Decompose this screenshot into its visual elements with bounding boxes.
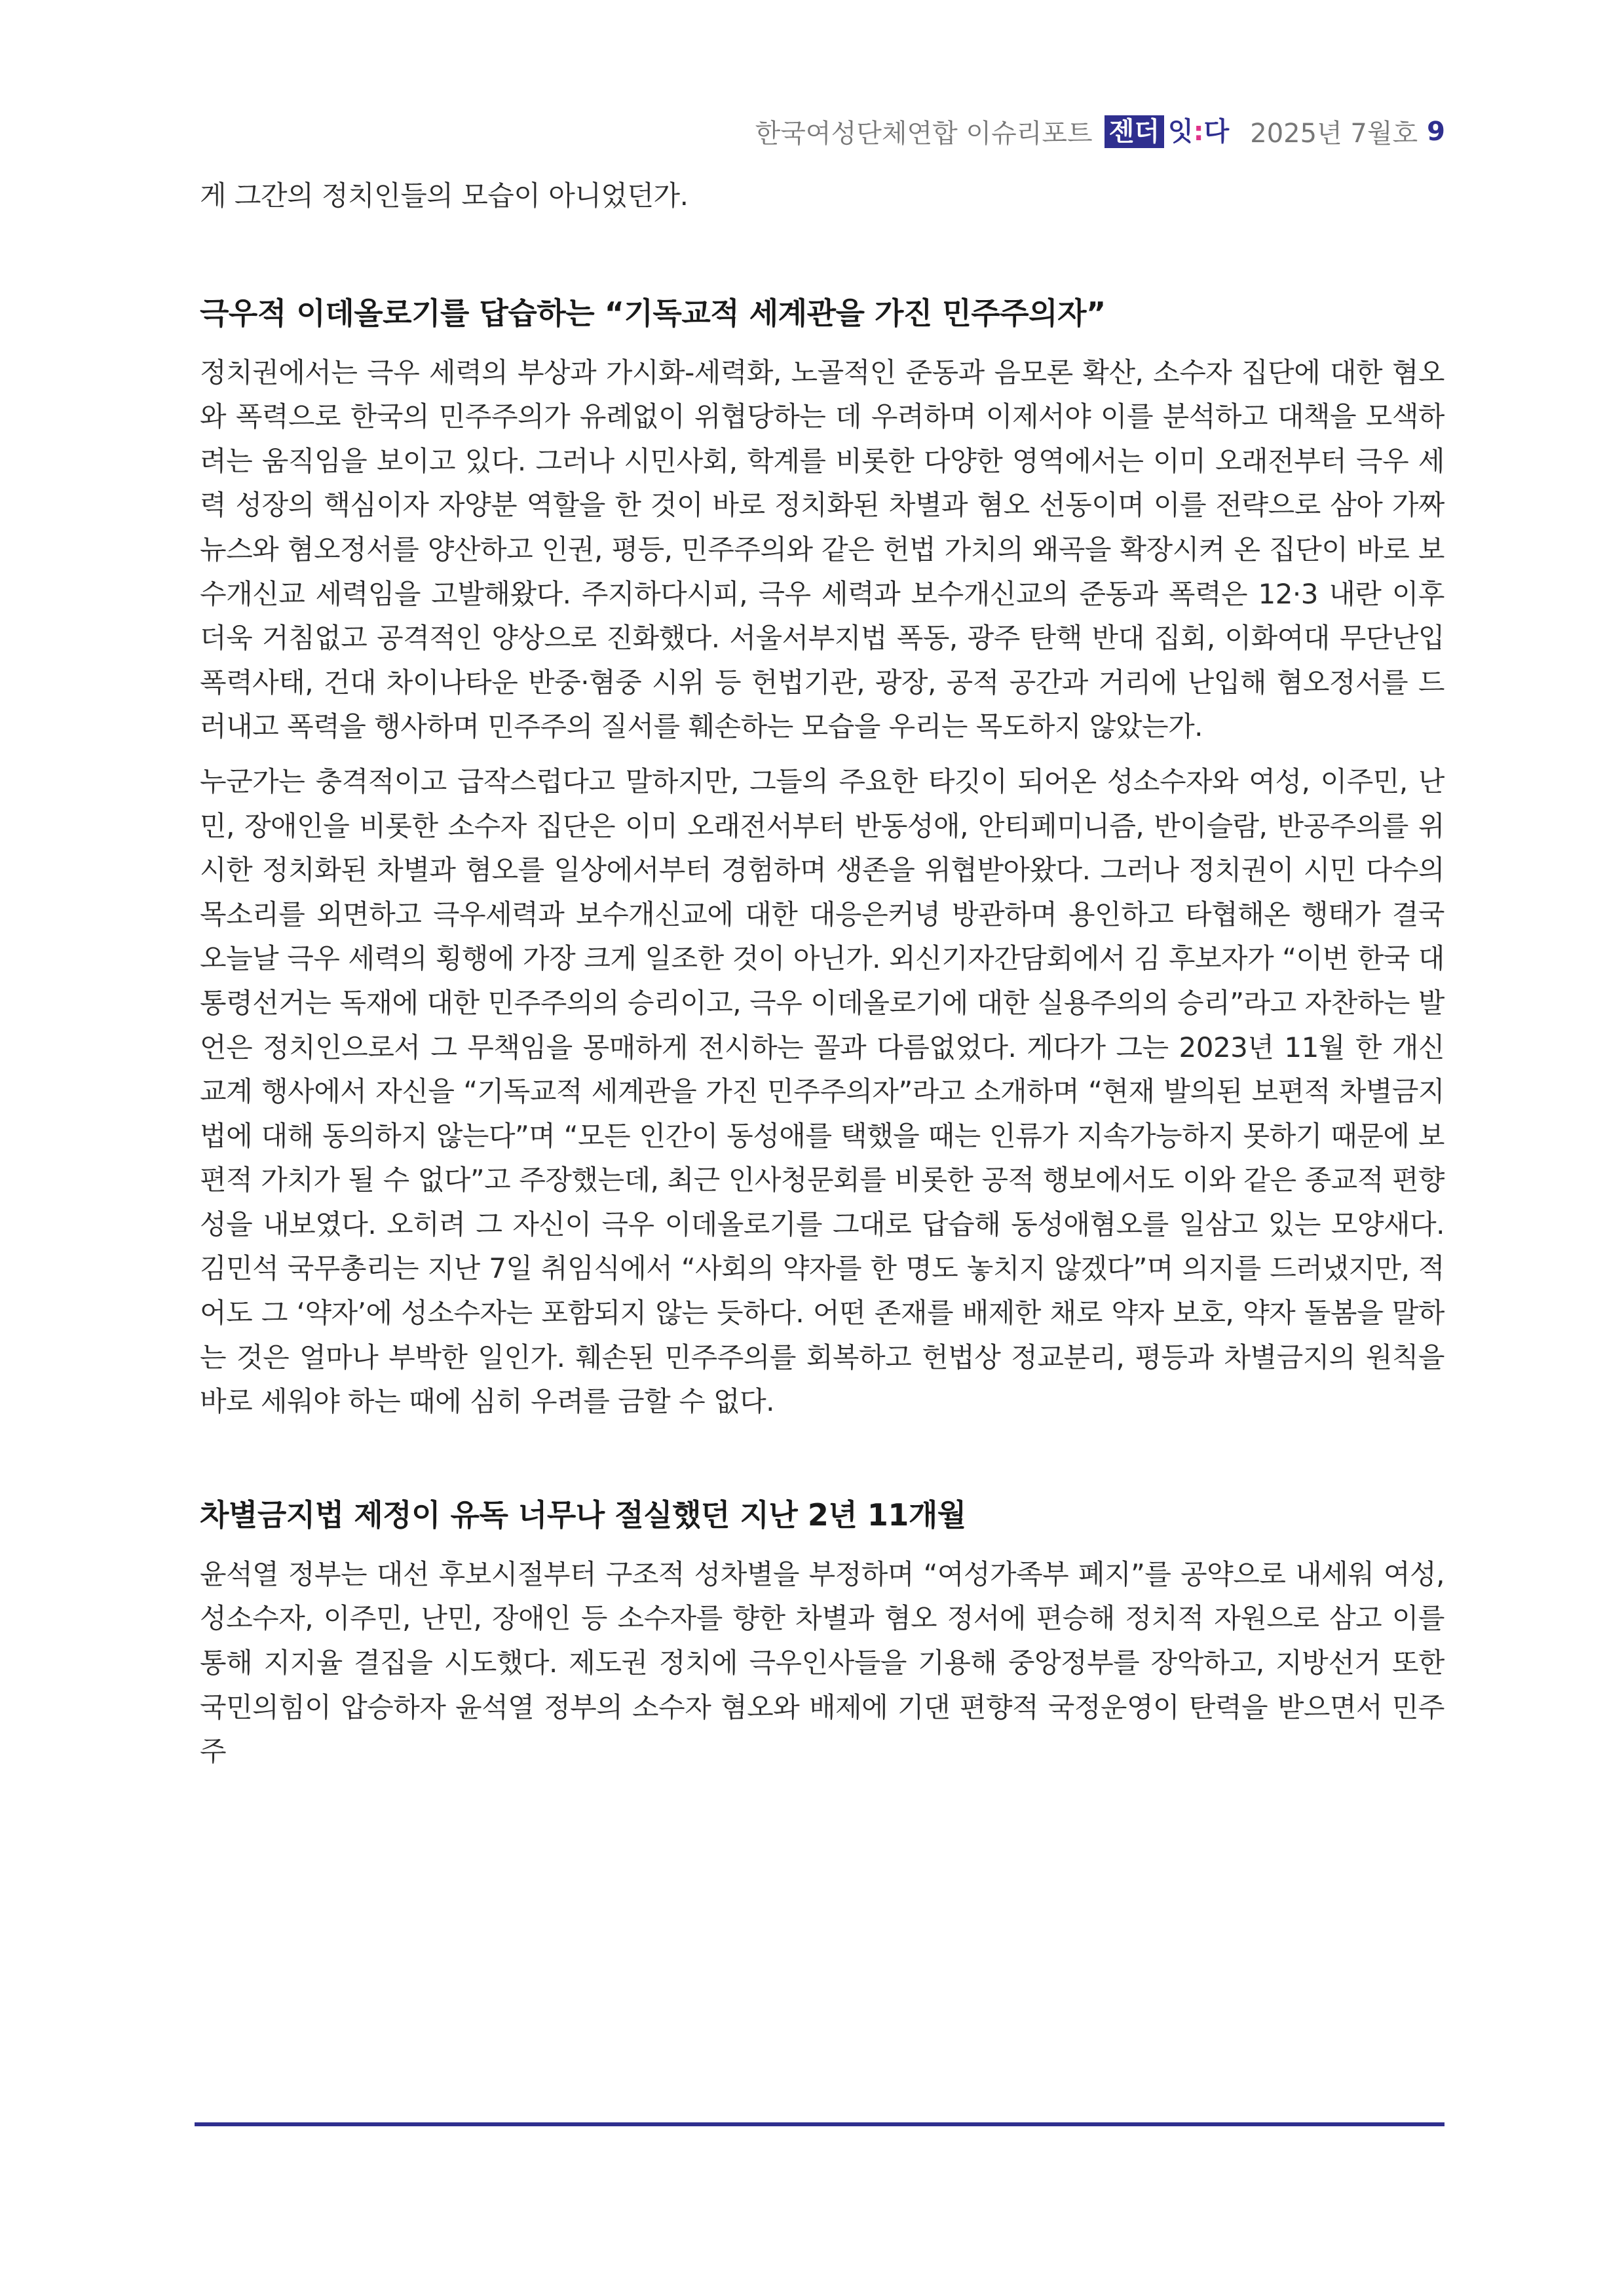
section1-paragraph-2: 누군가는 충격적이고 급작스럽다고 말하지만, 그들의 주요한 타깃이 되어온 성소수자와 여성, 이주민, 난민, 장애인을 비롯한 소수자 집단은 이미 오래전서부터 반동성애, 안티페미니즘, 반이슬람, 반공주의를 위시한 정치화된 차별과 혐오를 일상에서부터 경험하며 생존을 위협받아왔다. 그러나 정치권이 시민 다수의 목소리를 외면하고 극우세력과 보수개신교에 대한 대응은커녕 방관하며 용인하고 타협해온 행태가 결국 오늘날 극우 세력의 횡행에 가장 크게 일조한 것이 아닌가. 외신기자간담회에서 김 후보자가 “이번 한국 대통령선거는 독재에 대한 민주주의의 승리이고, 극우 이데올로기에 대한 실용주의의 승리”라고 자찬하는 발언은 정치인으로서 그 무책임을 몽매하게 전시하는 꼴과 다름없었다. 게다가 그는 2023년 11월 한 개신교계 행사에서 자신을 “기독교적 세계관을 가진 민주주의자”라고 소개하며 “현재 발의된 보편적 차별금지법에 대해 동의하지 않는다”며 “모든 인간이 동성애를 택했을 때는 인류가 지속가능하지 못하기 때문에 보편적 가치가 될 수 없다”고 주장했는데, 최근 인사청문회를 비롯한 공적 행보에서도 이와 같은 종교적 편향성을 내보였다. 오히려 그 자신이 극우 이데올로기를 그대로 답습해 동성애혐오를 일삼고 있는 모양새다. 김민석 국무총리는 지난 7일 취임식에서 “사회의 약자를 한 명도 놓치지 않겠다”며 의지를 드러냈지만, 적어도 그 ‘약자’에 성소수자는 포함되지 않는 듯하다. 어떤 존재를 배제한 채로 약자 보호, 약자 돌봄을 말하는 것은 얼마나 부박한 일인가. 훼손된 민주주의를 회복하고 헌법상 정교분리, 평등과 차별금지의 원칙을 바로 세워야 하는 때에 심히 우려를 금할 수 없다. [200,765,1445,1418]
brand-rest-b: 다 [1203,116,1230,147]
header-org: 한국여성단체연합 이슈리포트 [755,119,1093,149]
page-number: 9 [1427,116,1445,147]
section1-heading: 극우적 이데올로기를 답습하는 “기독교적 세계관을 가진 민주주의자” [200,295,1106,331]
brand-colon: : [1193,116,1204,147]
brand-rest-a: 잇 [1167,116,1194,147]
section1-paragraph-1: 정치권에서는 극우 세력의 부상과 가시화-세력화, 노골적인 준동과 음모론 확산, 소수자 집단에 대한 혐오와 폭력으로 한국의 민주주의가 유례없이 위협당하는 데 우려하며 이제서야 이를 분석하고 대책을 모색하려는 움직임을 보이고 있다. 그러나 시민사회, 학계를 비롯한 다양한 영역에서는 이미 오래전부터 극우 세력 성장의 핵심이자 자양분 역할을 한 것이 바로 정치화된 차별과 혐오 선동이며 이를 전략으로 삼아 가짜뉴스와 혐오정서를 양산하고 인권, 평등, 민주주의와 같은 헌법 가치의 왜곡을 확장시켜 온 집단이 바로 보수개신교 세력임을 고발해왔다. 주지하다시피, 극우 세력과 보수개신교의 준동과 폭력은 12·3 내란 이후 더욱 거침없고 공격적인 양상으로 진화했다. 서울서부지법 폭동, 광주 탄핵 반대 집회, 이화여대 무단난입 폭력사태, 건대 차이나타운 반중·혐중 시위 등 헌법기관, 광장, 공적 공간과 거리에 난입해 혐오정서를 드러내고 폭력을 행사하며 민주주의 질서를 훼손하는 모습을 우리는 목도하지 않았는가. [200,356,1445,743]
section2-paragraph-1: 윤석열 정부는 대선 후보시절부터 구조적 성차별을 부정하며 “여성가족부 폐지”를 공약으로 내세워 여성, 성소수자, 이주민, 난민, 장애인 등 소수자를 향한 차별과 혐오 정서에 편승해 정치적 자원으로 삼고 이를 통해 지지율 결집을 시도했다. 제도권 정치에 극우인사들을 기용해 중앙정부를 장악하고, 지방선거 또한 국민의힘이 압승하자 윤석열 정부의 소수자 혐오와 배제에 기댄 편향적 국정운영이 탄력을 받으면서 민주주 [200,1558,1445,1768]
page-header [755,113,1445,150]
section2-heading: 차별금지법 제정이 유독 너무나 절실했던 지난 2년 11개월 [200,1497,966,1533]
section-spacer [200,1434,1445,1492]
footer-rule [195,2122,1445,2126]
header-brand-logo [1105,115,1234,148]
document-body [200,174,1445,2061]
brand-box: 젠더 [1105,115,1164,148]
intro-paragraph: 게 그간의 정치인들의 모습이 아니었던가. [200,180,689,212]
header-issue: 2025년 7월호 [1250,119,1418,149]
brand-rest [1164,115,1233,148]
